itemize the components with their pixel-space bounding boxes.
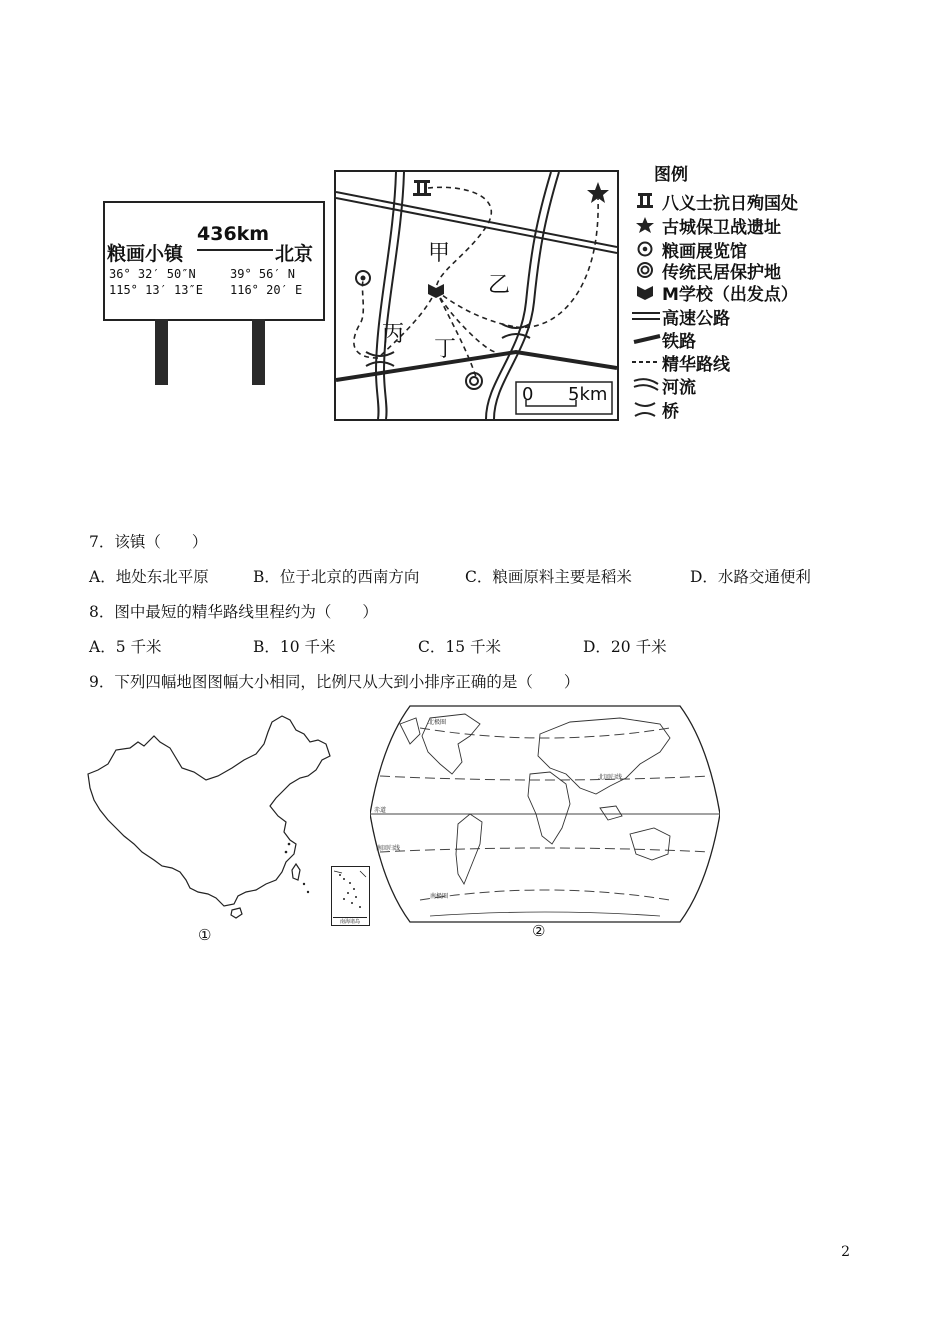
q8-option-d: D．20 千米	[583, 638, 667, 656]
legend-item-railway	[632, 328, 696, 350]
q7-option-c: C．粮画原料主要是稻米	[465, 568, 632, 586]
book-icon	[428, 284, 444, 298]
question-number: 8．	[89, 603, 115, 621]
legend-label: 粮画展览馆	[662, 241, 747, 262]
world-map	[370, 704, 720, 924]
sign-from: 粮画小镇	[107, 243, 184, 265]
legend-label: 古城保卫战遗址	[662, 217, 781, 238]
legend-label: 八义士抗日殉国处	[662, 193, 798, 214]
river-icon	[632, 374, 662, 396]
legend-item-bridge	[632, 398, 679, 420]
legend-label: M学校（出发点）	[662, 284, 798, 305]
memorial-icon	[632, 190, 662, 212]
dot-circle-icon	[632, 238, 662, 260]
question-stem: 该镇（ ）	[114, 533, 208, 551]
sign-post-left	[155, 319, 168, 385]
label-bing: 丙	[382, 322, 405, 347]
inset-islands	[332, 867, 369, 913]
q8-option-a: A．5 千米	[89, 638, 162, 656]
map2-label: ②	[532, 922, 546, 940]
legend-item-river	[632, 374, 696, 396]
legend-label: 河流	[662, 377, 696, 398]
railway-icon	[632, 328, 662, 350]
sign-distance-line	[197, 249, 273, 251]
south-china-sea-inset	[331, 866, 370, 926]
question-stem: 下列四幅地图图幅大小相同，比例尺从大到小排序正确的是（ ）	[114, 673, 580, 691]
q7-option-d: D．水路交通便利	[690, 568, 811, 586]
legend-item-school	[632, 281, 798, 303]
taiwan-outline	[292, 864, 300, 880]
book-icon	[632, 281, 662, 303]
sign-distance: 436km	[197, 223, 270, 245]
line-label-antarctic: 南极圈	[430, 893, 449, 900]
sign-from-lon: 115° 13′ 13″E	[109, 283, 203, 297]
map1-label: ①	[198, 926, 212, 944]
question-number: 7．	[89, 533, 115, 551]
question-8	[89, 600, 378, 622]
legend-label: 高速公路	[662, 308, 730, 329]
line-label-arctic: 北极圈	[428, 719, 447, 726]
legend	[632, 158, 842, 423]
highway	[336, 192, 617, 253]
scale-end: 5km	[568, 384, 608, 405]
route-map-svg	[336, 172, 617, 419]
legend-label: 传统民居保护地	[662, 262, 781, 283]
question-9	[89, 670, 579, 692]
legend-label: 桥	[662, 401, 679, 422]
line-label-tropic-capricorn: 南回归线	[376, 845, 401, 852]
question-7	[89, 530, 207, 552]
legend-item-highway	[632, 305, 730, 327]
legend-item-route	[632, 351, 730, 373]
legend-item-memorial	[632, 190, 798, 212]
sign-to: 北京	[275, 243, 314, 265]
legend-title: 图例	[654, 165, 688, 185]
coastal-islands	[285, 843, 310, 894]
hainan-outline	[231, 908, 242, 918]
sign-post-right	[252, 319, 265, 385]
legend-label: 铁路	[662, 331, 696, 352]
legend-item-star	[632, 214, 781, 236]
sign-to-lat: 39° 56′ N	[230, 267, 296, 281]
highway-icon	[632, 305, 662, 327]
routes	[354, 187, 598, 377]
route-map	[334, 170, 619, 421]
line-label-equator: 赤道	[374, 807, 387, 814]
q8-option-c: C．15 千米	[418, 638, 502, 656]
label-yi: 乙	[488, 273, 511, 298]
q7-option-b: B．位于北京的西南方向	[253, 568, 420, 586]
q7-option-a: A．地处东北平原	[89, 568, 209, 586]
line-label-tropic-cancer: 北回归线	[598, 774, 623, 781]
double-circle-icon	[632, 259, 662, 281]
world-map-svg	[370, 704, 720, 924]
sign-from-lat: 36° 32′ 50″N	[109, 267, 196, 281]
scale-zero: 0	[522, 384, 534, 405]
question-stem: 图中最短的精华路线里程约为（ ）	[114, 603, 378, 621]
question-number: 9．	[89, 673, 115, 691]
china-outline	[88, 716, 330, 906]
legend-label: 精华路线	[662, 354, 730, 375]
double-circle-icon	[466, 373, 482, 389]
china-map	[86, 712, 336, 922]
sign-to-lon: 116° 20′ E	[230, 283, 303, 297]
legend-item-residence	[632, 259, 781, 281]
label-ding: 丁	[434, 337, 457, 362]
star-icon	[632, 214, 662, 236]
label-jia: 甲	[428, 241, 451, 266]
china-outline-svg	[86, 712, 336, 922]
page-number: 2	[841, 1244, 850, 1260]
q8-option-b: B．10 千米	[253, 638, 336, 656]
signboard	[103, 201, 325, 321]
dashed-route-icon	[632, 351, 662, 373]
inset-caption: 南海诸岛	[333, 917, 367, 925]
bridge-icon	[632, 398, 662, 420]
